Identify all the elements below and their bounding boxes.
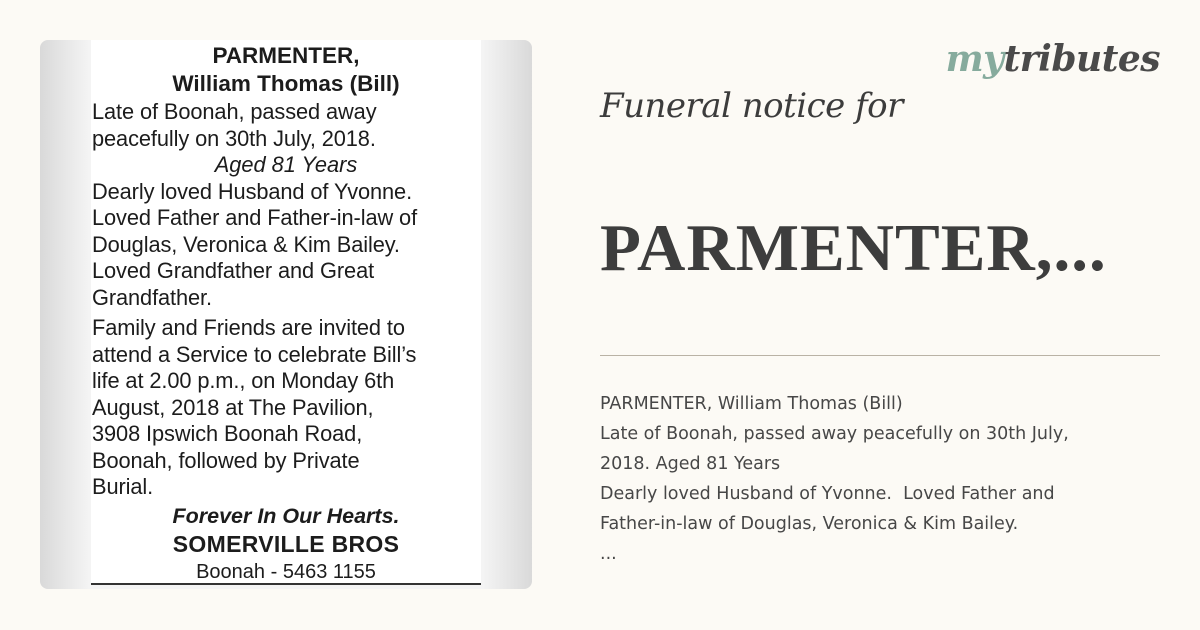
notice-para-1 — [92, 99, 480, 152]
funeral-director-contact: Boonah - 5463 1155 — [196, 560, 376, 583]
notice-line: Burial. — [92, 474, 154, 499]
notice-line: Family and Friends are invited to — [92, 315, 405, 340]
notice-fullname: William Thomas (Bill) — [172, 71, 400, 96]
excerpt-line: PARMENTER, William Thomas (Bill) — [600, 394, 903, 414]
notice-aged: Aged 81 Years — [214, 152, 358, 177]
notice-line: life at 2.00 p.m., on Monday 6th — [92, 368, 395, 393]
divider — [600, 355, 1160, 356]
notice-line: Douglas, Veronica & Kim Bailey. — [92, 231, 400, 257]
deceased-name: PARMENTER,... — [600, 211, 1107, 285]
notice-line: peacefully on 30th July, 2018. — [92, 125, 376, 151]
notice-line: Loved Grandfather and Great — [92, 258, 375, 283]
excerpt-line: Father-in-law of Douglas, Veronica & Kim Bailey. — [600, 514, 1019, 534]
notice-line: August, 2018 at The Pavilion, — [92, 394, 374, 420]
funeral-director: SOMERVILLE BROS — [172, 530, 400, 557]
notice-line: Boonah, followed by Private — [92, 447, 360, 473]
notice-line: 3908 Ipswich Boonah Road, — [92, 421, 363, 446]
excerpt-line: 2018. Aged 81 Years — [600, 454, 781, 474]
notice-motto: Forever In Our Hearts. — [172, 503, 400, 528]
notice-line: attend a Service to celebrate Bill’s — [92, 341, 417, 367]
notice-clipping-image — [40, 40, 532, 589]
notice-line: Dearly loved Husband of Yvonne. — [92, 178, 413, 204]
notice-line: Grandfather. — [92, 284, 212, 310]
notice-line: Late of Boonah, passed away — [92, 99, 377, 124]
logo-tributes: tributes — [1003, 38, 1160, 80]
notice-para-2 — [92, 179, 480, 312]
mytributes-logo[interactable] — [946, 38, 1160, 80]
notice-surname: PARMENTER, — [212, 43, 360, 68]
excerpt-line: Dearly loved Husband of Yvonne. Loved Father and — [600, 484, 1055, 504]
logo-my: my — [945, 38, 1004, 80]
notice-border — [91, 583, 481, 585]
newspaper-notice — [91, 40, 481, 585]
notice-line: Loved Father and Father-in-law of — [92, 205, 418, 230]
notice-excerpt — [600, 389, 1160, 569]
notice-heading: Funeral notice for — [600, 86, 903, 126]
excerpt-ellipsis: ... — [600, 544, 617, 564]
excerpt-line: Late of Boonah, passed away peacefully on 30th July, — [600, 424, 1069, 444]
notice-para-3 — [92, 315, 480, 501]
